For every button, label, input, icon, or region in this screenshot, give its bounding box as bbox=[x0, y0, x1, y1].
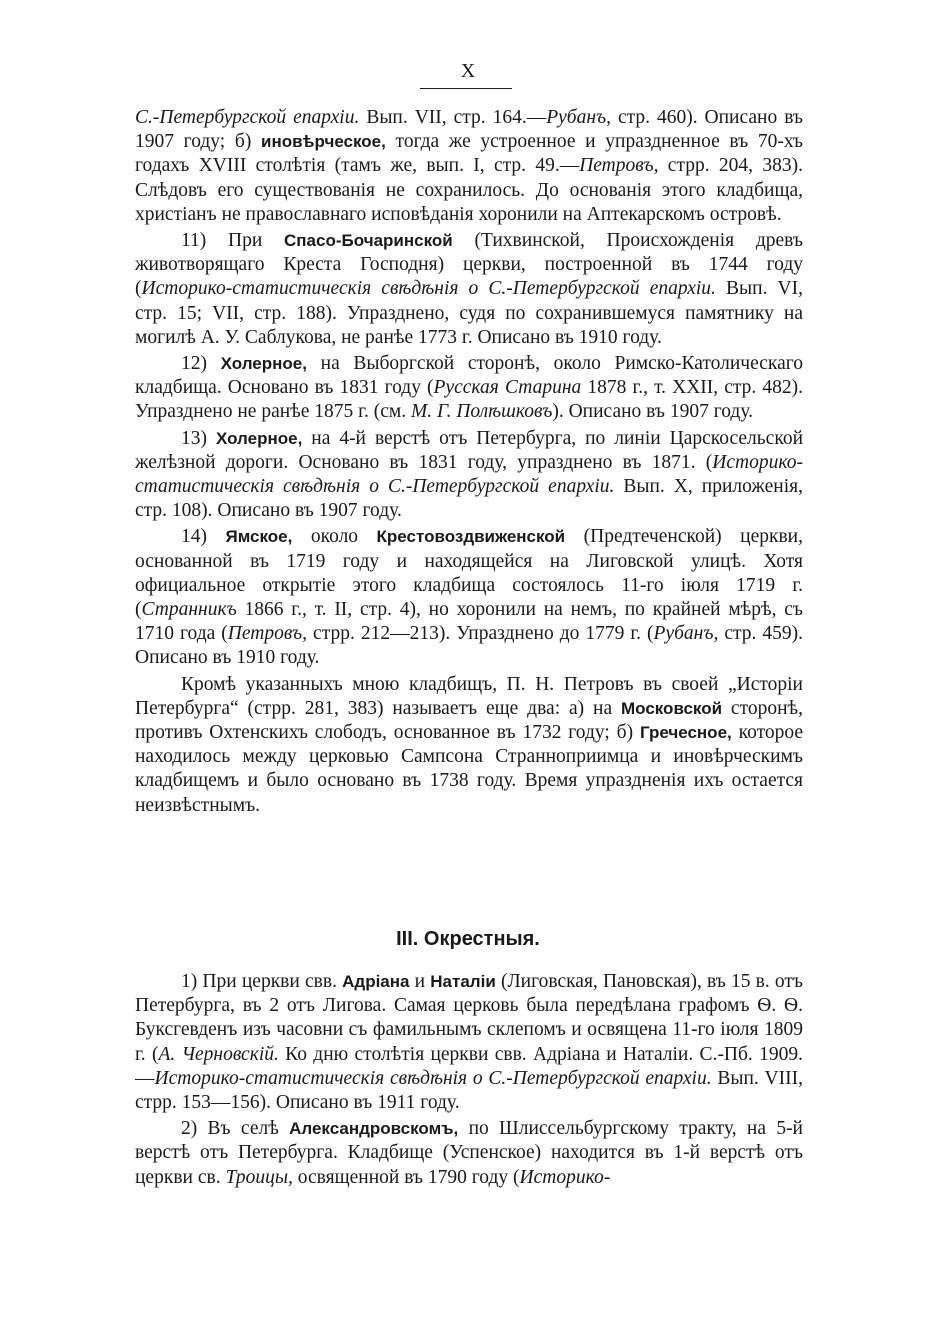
text-run: Ко дню столѣтія церкви свв. Адріана и Наталіи. С.-Пб. 1909.— bbox=[135, 1043, 803, 1089]
italic-citation: Рубанъ, bbox=[546, 107, 612, 128]
paragraph bbox=[135, 525, 803, 670]
text-run: 1878 г., т. XXII, стр. 482). Упразднено не ранѣе 1875 г. (см. bbox=[135, 377, 803, 423]
text-run: (Предтеченской) церкви, основанной въ 1719 году и находящейся на Лиговской улицѣ. Хотя официальное открытіе этого кладбища состоялось 11-го іюля 1719 г. ( bbox=[135, 526, 803, 621]
body-text-upper bbox=[135, 106, 803, 818]
italic-citation: А. Черновскій. bbox=[158, 1043, 279, 1065]
italic-citation: С.-Петербургской епархіи. bbox=[135, 107, 360, 128]
text-run: и bbox=[409, 971, 431, 992]
italic-citation: Русская Старина bbox=[433, 377, 582, 399]
text-run: освященной въ 1790 году ( bbox=[292, 1166, 520, 1188]
body-text-lower bbox=[135, 970, 803, 1190]
paragraph bbox=[135, 970, 803, 1115]
italic-citation: Странникъ bbox=[141, 599, 237, 621]
bold-term: Холерное, bbox=[215, 428, 303, 448]
text-run: сторонѣ, противъ Охтенскихъ слободъ, основанное въ 1732 году; б) bbox=[135, 697, 803, 744]
paragraph bbox=[135, 229, 803, 350]
italic-citation: Историко-статистическія свѣдѣнія о С.-Петербургской епархіи. bbox=[154, 1067, 712, 1089]
page-number: X bbox=[460, 60, 476, 82]
bold-term: иновѣрческое, bbox=[261, 132, 386, 152]
text-run: ). Описано въ 1907 году. bbox=[552, 401, 754, 423]
bold-term: Крестовоздвиженской bbox=[376, 527, 566, 547]
bold-term: Адріана bbox=[342, 972, 410, 991]
text-run: Вып. VIII, стрр. 153—156). Описано въ 1911 году. bbox=[135, 1067, 803, 1114]
text-run: Кромѣ указанныхъ мною кладбищъ, П. Н. Петровъ въ своей „Исторіи Петербурга“ (стрр. 281, 383) называетъ еще два: а) на bbox=[135, 673, 803, 719]
text-run: (Тихвинской, Происхожденія древъ животворящаго Креста Господня) церкви, построенной въ 1744 году ( bbox=[135, 230, 803, 300]
paragraph bbox=[135, 1117, 803, 1190]
bold-term: Холерное, bbox=[220, 354, 307, 374]
text-run: на Выборгской сторонѣ, около Римско-Католическаго кладбища. Основано въ 1831 году ( bbox=[135, 353, 803, 399]
bold-term: Александровскомъ, bbox=[289, 1119, 459, 1139]
bold-term: Ямское, bbox=[225, 527, 293, 547]
text-run: Вып. VII, стр. 164.— bbox=[359, 107, 547, 128]
text-run: по Шлиссельбургскому тракту, на 5-й верстѣ отъ Петербурга. Кладбище (Успенское) находится въ 1-й верстѣ отъ церкви св. bbox=[135, 1118, 803, 1188]
text-run: стрр. 204, 383). Слѣдовъ его существованія не сохранилось. До основанія этого кладбища, христіанъ не православнаго исповѣданія хоронили на Аптекарскомъ островѣ. bbox=[135, 155, 803, 225]
italic-citation: Петровъ, bbox=[227, 623, 308, 645]
text-run: которое находилось между церковью Сампсона Странноприимца и иновѣрческимъ кладбищемъ и было основано въ 1738 году. Время упраздненія ихъ остается неизвѣстнымъ. bbox=[135, 722, 803, 816]
text-run: 11) При bbox=[181, 230, 285, 252]
text-run: 13) bbox=[181, 427, 216, 449]
text-run: 14) bbox=[181, 526, 226, 548]
paragraph bbox=[135, 352, 803, 425]
bold-term: Московской bbox=[621, 698, 723, 718]
italic-citation: Историко-статистическія свѣдѣнія о С.-Петербургской епархіи. bbox=[135, 451, 803, 498]
italic-citation: Троицы, bbox=[225, 1166, 293, 1188]
paragraph bbox=[135, 673, 803, 818]
italic-citation: Петровъ, bbox=[579, 155, 659, 177]
text-run: на 4-й верстѣ отъ Петербурга, по линіи Царскосельской желѣзной дороги. Основано въ 1831 году, упразднено въ 1871. ( bbox=[135, 427, 804, 473]
text-run: Вып. X, приложенія, стр. 108). Описано въ 1907 году. bbox=[135, 476, 803, 522]
text-run: 2) Въ селѣ bbox=[181, 1118, 290, 1140]
text-run: (Лиговская, Пановская), въ 15 в. отъ Петербурга, въ 2 отъ Лигова. Самая церковь была передѣлана графомъ Ѳ. Ѳ. Буксгевденъ изъ часовни съ фамильнымъ склепомъ и освящена 11-го іюля 1809 г. ( bbox=[135, 971, 804, 1065]
text-run: 1) При церкви свв. bbox=[181, 971, 343, 992]
text-run: 12) bbox=[181, 353, 221, 375]
italic-citation: М. Г. Полѣшковъ bbox=[410, 401, 553, 423]
text-run: стрр. 212—213). Упразднено до 1779 г. ( bbox=[307, 623, 654, 645]
italic-citation: Рубанъ, bbox=[653, 623, 719, 645]
section-title: III. Окрестныя. bbox=[396, 928, 540, 950]
text-run: около bbox=[292, 526, 377, 548]
bold-term: Гречесное, bbox=[639, 723, 732, 743]
text-run: Вып. VI, стр. 15; VII, стр. 188). Упразднено, судя по сохранившемуся памятнику на могилѣ А. У. Саблукова, не ранѣе 1773 г. Описано въ 1910 году. bbox=[135, 278, 803, 348]
header-rule bbox=[420, 88, 512, 89]
paragraph bbox=[135, 106, 803, 227]
text-run: тогда же устроенное и упраздненное въ 70-хъ годахъ XVIII столѣтія (тамъ же, вып. I, стр. 49.— bbox=[135, 131, 803, 177]
bold-term: Спасо-Бочаринской bbox=[284, 231, 453, 251]
paragraph bbox=[135, 427, 803, 524]
text-run: стр. 460). Описано въ 1907 году; б) bbox=[135, 107, 803, 153]
bold-term: Наталіи bbox=[430, 972, 496, 991]
text-run: 1866 г., т. II, стр. 4), но хоронили на немъ, по крайней мѣрѣ, съ 1710 года ( bbox=[135, 599, 803, 645]
text-run: стр. 459). Описано въ 1910 году. bbox=[135, 623, 803, 669]
italic-citation: Историко-статистическія свѣдѣнія о С.-Петербургской епархіи. bbox=[141, 278, 716, 300]
italic-citation: Историко- bbox=[519, 1166, 611, 1188]
